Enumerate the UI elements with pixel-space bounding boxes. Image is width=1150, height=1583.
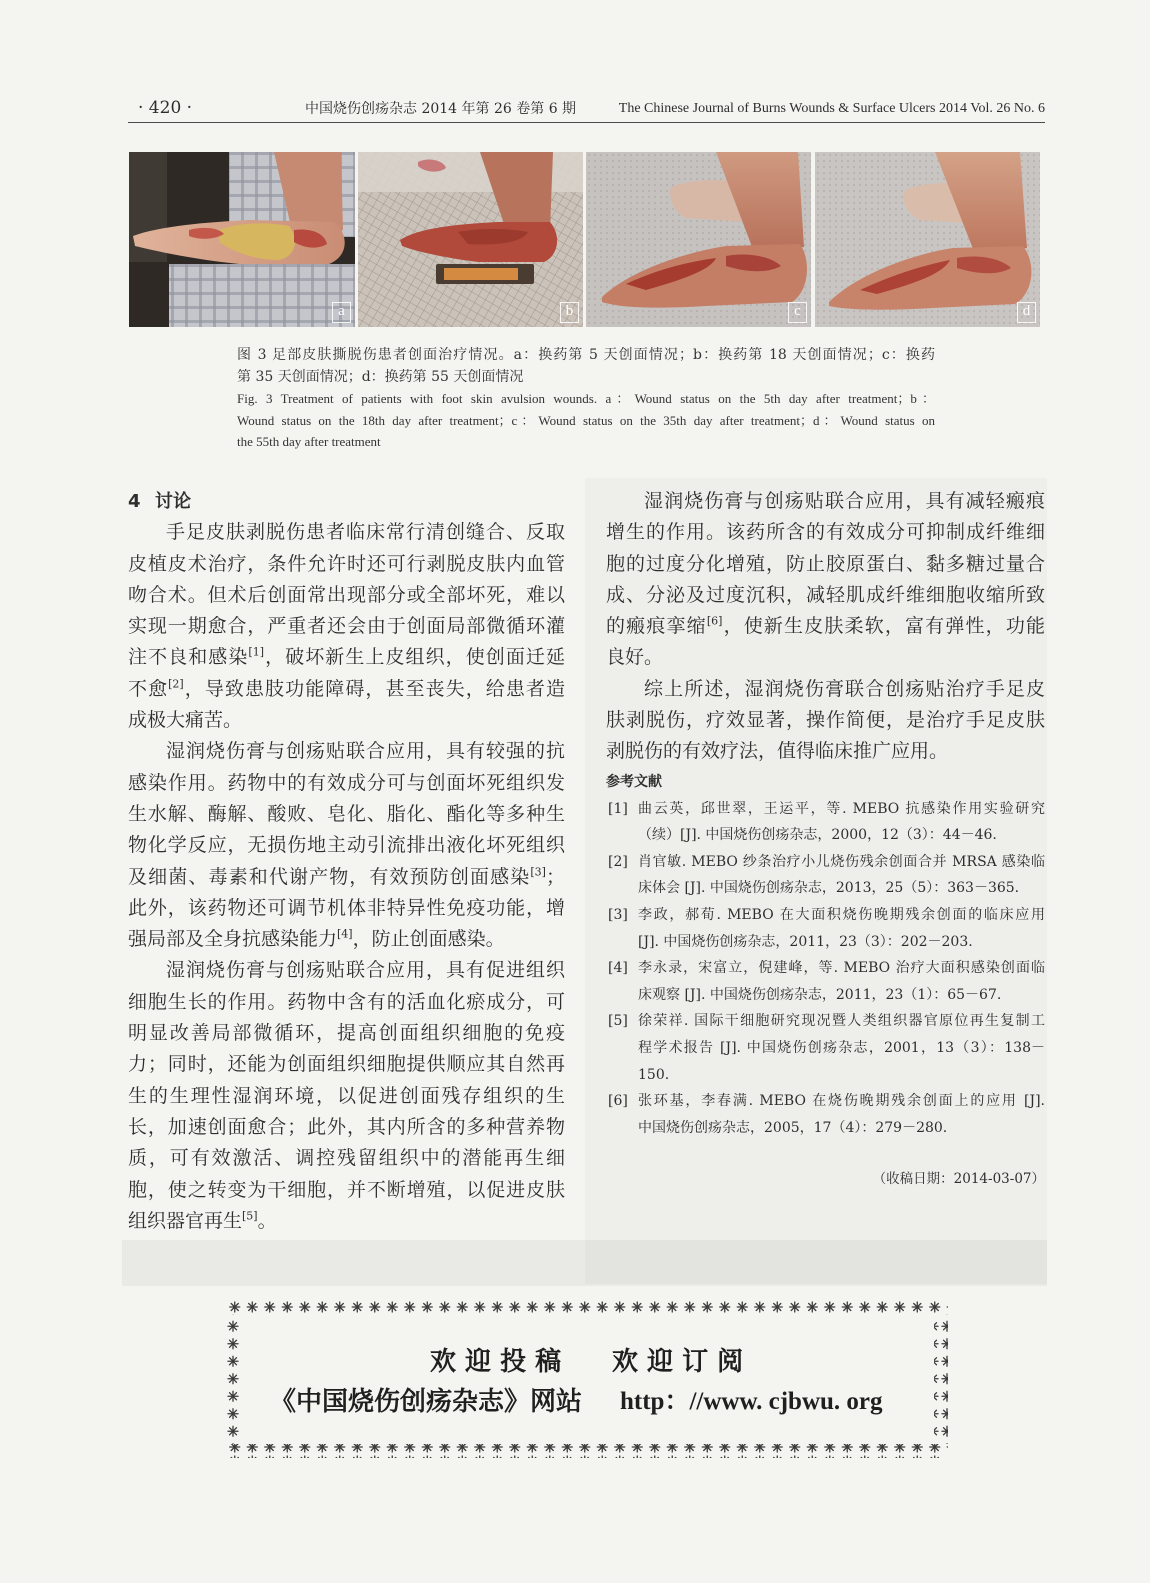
panel-label-d: d [1017,302,1036,323]
paragraph [128,517,565,736]
text-line: 此外，该药物还可调节机体非特异性免疫功能，增 [128,896,565,919]
text-line: 明显改善局部微循环，提高创面组织细胞的免疫 [128,1022,565,1045]
text-line: 胞，使之转变为干细胞，并不断增殖，以促进皮肤 [128,1178,565,1201]
panel-label-c: c [788,302,807,323]
reference-item [606,902,1045,955]
text-line: 感染作用。药物中的有效成分可与创面坏死组织发 [128,771,565,794]
figure-panel-c [586,152,811,327]
text-line: 综上所述，湿润烧伤膏联合创疡贴治疗手足皮 [644,677,1045,700]
foot-photo-a [129,152,355,327]
text-line: 力；同时，还能为创面组织细胞提供顺应其自然再 [128,1053,565,1076]
text-segment: 及细菌、毒素和代谢产物，有效预防创面感染 [128,865,531,888]
panel-label-a: a [332,302,351,323]
caption-line: the 55th day after treatment [237,434,381,449]
left-column [128,486,565,1237]
reference-number: [2] [608,853,628,870]
reference-item [606,849,1045,902]
left-column-body [128,517,565,1237]
text-line: 物化学反应，无损伤地主动引流排出液化坏死组织 [128,834,565,857]
section-number: 4 [128,491,141,512]
citation-superscript: [4] [337,927,353,941]
banner-welcome-subscription: 欢 迎 订 阅 [612,1347,744,1377]
right-column-body [606,486,1045,768]
citation-superscript: [3] [530,865,546,879]
section-title: 讨论 [155,491,191,512]
citation-superscript: [5] [242,1209,258,1223]
text-segment: 组织器官再生 [128,1209,243,1232]
reference-number: [4] [608,960,628,977]
page-number: · 420 · [138,98,193,118]
received-date: （收稿日期：2014-03-07） [872,1171,1045,1188]
caption-line: 第 35 天创面情况；d：换药第 55 天创面情况 [237,368,524,385]
reference-line: 张环基，李春满. MEBO 在烧伤晚期残余创面上的应用 [J]. [638,1093,1045,1110]
text-line: 生的生理性湿润环境，以促进创面残存组织的生 [128,1084,565,1107]
reference-number: [5] [608,1013,628,1030]
text-line: 吻合术。但术后创面常出现部分或全部坏死，难以 [128,583,565,606]
foot-photo-d [815,152,1040,327]
text-line: 细胞生长的作用。药物中含有的活血化瘀成分，可 [128,990,565,1013]
reference-line: 中国烧伤创疡杂志，2005，17（4）：279－280. [638,1119,948,1136]
banner-website-url: http：//www. cjbwu. org [620,1388,883,1415]
section-heading [128,486,565,517]
scan-bleed-band [122,1240,1047,1286]
text-segment: ，使新生皮肤柔软，富有弹性，功能 [722,615,1045,638]
text-segment: 注不良和感染 [128,646,249,669]
text-line: 质，可有效激活、调控残留组织中的潜能再生细 [128,1147,565,1170]
text-segment: 。 [257,1209,277,1232]
reference-line: 程学术报告 [J]. 中国烧伤创疡杂志，2001，13（3）：138－ [638,1040,1045,1057]
figure-caption-cn [237,345,935,388]
text-segment: 的瘢痕挛缩 [606,615,707,638]
text-line: 皮植皮术治疗，条件允许时还可行剥脱皮肤内血管 [128,552,565,575]
text-line [128,642,565,673]
text-line [128,924,565,955]
figure-caption-en [237,388,935,453]
text-segment: ； [545,865,565,888]
reference-number: [6] [608,1093,628,1110]
text-line: 生水解、酶解、酸败、皂化、脂化、酯化等多种生 [128,802,565,825]
subscription-banner [226,1300,948,1458]
caption-line: Wound status on the 18th day after treatment；c：Wound status on the 35th day after treatment；d：Wound status on [237,412,935,428]
text-line: 湿润烧伤膏与创疡贴联合应用，具有减轻瘢痕 [644,490,1045,512]
reference-line: 床观察 [J]. 中国烧伤创疡杂志，2011，23（1）：65－67. [638,986,1002,1003]
text-line: 实现一期愈合，严重者还会由于创面局部微循环灌 [128,615,565,638]
text-line [128,862,565,893]
figure-panel-a [129,152,355,327]
citation-superscript: [1] [248,646,264,660]
foot-photo-c [586,152,811,327]
reference-line: 李永录，宋富立，倪建峰，等. MEBO 治疗大面积感染创面临 [638,960,1045,977]
text-line: 良好。 [606,646,664,669]
reference-line: 曲云英，邱世翠，王运平，等. MEBO 抗感染作用实验研究 [638,800,1045,817]
reference-line: 150. [638,1066,670,1083]
panel-label-b: b [560,302,579,323]
paragraph [128,736,565,955]
text-segment: 不愈 [128,677,169,700]
reference-line: 李政，郝荀. MEBO 在大面积烧伤晚期残余创面的临床应用 [638,907,1045,924]
reference-list [606,796,1045,1142]
text-line [128,1206,565,1237]
caption-line: Fig. 3 Treatment of patients with foot skin avulsion wounds. a：Wound status on the 5th day after treatment；b： [237,391,935,406]
reference-item [606,955,1045,1008]
right-column [606,486,1045,1191]
paragraph [606,486,1045,674]
citation-superscript: [6] [706,614,723,628]
reference-number: [1] [608,800,628,817]
text-line: 剥脱伤的有效疗法，值得临床推广应用。 [606,740,949,763]
reference-line: 徐荣祥. 国际干细胞研究现况暨人类组织器官原位再生复制工 [638,1013,1045,1030]
text-line: 增生的作用。该药所含的有效成分可抑制成纤维细 [606,521,1045,544]
reference-number: [3] [608,907,628,924]
text-line: 成极大痛苦。 [128,709,243,732]
text-segment: ，导致患肢功能障碍，甚至丧失，给患者造 [183,677,565,700]
banner-welcome-submission: 欢 迎 投 稿 [430,1347,562,1377]
reference-line: [J]. 中国烧伤创疡杂志，2011，23（3）：202－203. [638,933,973,950]
paragraph [128,955,565,1237]
reference-line: 肖官敏. MEBO 纱条治疗小儿烧伤残余创面合并 MRSA 感染临 [638,853,1045,870]
figure-panel-b [358,152,583,327]
reference-line: 床体会 [J]. 中国烧伤创疡杂志，2013，25（5）：363－365. [638,880,1020,897]
journal-title-cn: 中国烧伤创疡杂志 2014 年第 26 卷第 6 期 [305,101,577,117]
text-line: 肤剥脱伤，疗效显著，操作简便，是治疗手足皮肤 [606,709,1045,732]
reference-line: （续）[J]. 中国烧伤创疡杂志，2000，12（3）：44－46. [638,827,997,844]
header-rule [128,122,1045,123]
banner-star-border [226,1300,948,1458]
figure-panel-d [815,152,1040,327]
references-heading: 参考文献 [606,773,662,790]
text-line [128,674,565,705]
text-line: 手足皮肤剥脱伤患者临床常行清创缝合、反取 [166,521,565,544]
caption-line: 图 3 足部皮肤撕脱伤患者创面治疗情况。a：换药第 5 天创面情况；b：换药第 18 天创面情况；c：换药 [237,347,935,363]
text-line: 湿润烧伤膏与创疡贴联合应用，具有较强的抗 [166,740,565,763]
text-segment: ，破坏新生上皮组织，使创面迁延 [264,646,565,669]
running-header [305,98,1045,120]
reference-item [606,1088,1045,1141]
foot-photo-b [358,152,583,327]
text-segment: 强局部及全身抗感染能力 [128,928,338,951]
citation-superscript: [2] [168,677,184,691]
text-line: 长，加速创面愈合；此外，其内所含的多种营养物 [128,1115,565,1138]
reference-item [606,796,1045,849]
text-segment: ，防止创面感染。 [352,928,505,951]
reference-item [606,1008,1045,1088]
text-line [606,611,1045,642]
paragraph [606,674,1045,768]
text-line: 胞的过度分化增殖，防止胶原蛋白、黏多糖过量合 [606,552,1045,575]
banner-website-label: 《中国烧伤创疡杂志》网站 [270,1387,583,1417]
text-line: 成、分泌及过度沉积，减轻肌成纤维细胞收缩所致 [606,583,1045,606]
text-line: 湿润烧伤膏与创疡贴联合应用，具有促进组织 [166,959,565,982]
journal-title-en: The Chinese Journal of Burns Wounds & Surface Ulcers 2014 Vol. 26 No. 6 [618,101,1045,116]
